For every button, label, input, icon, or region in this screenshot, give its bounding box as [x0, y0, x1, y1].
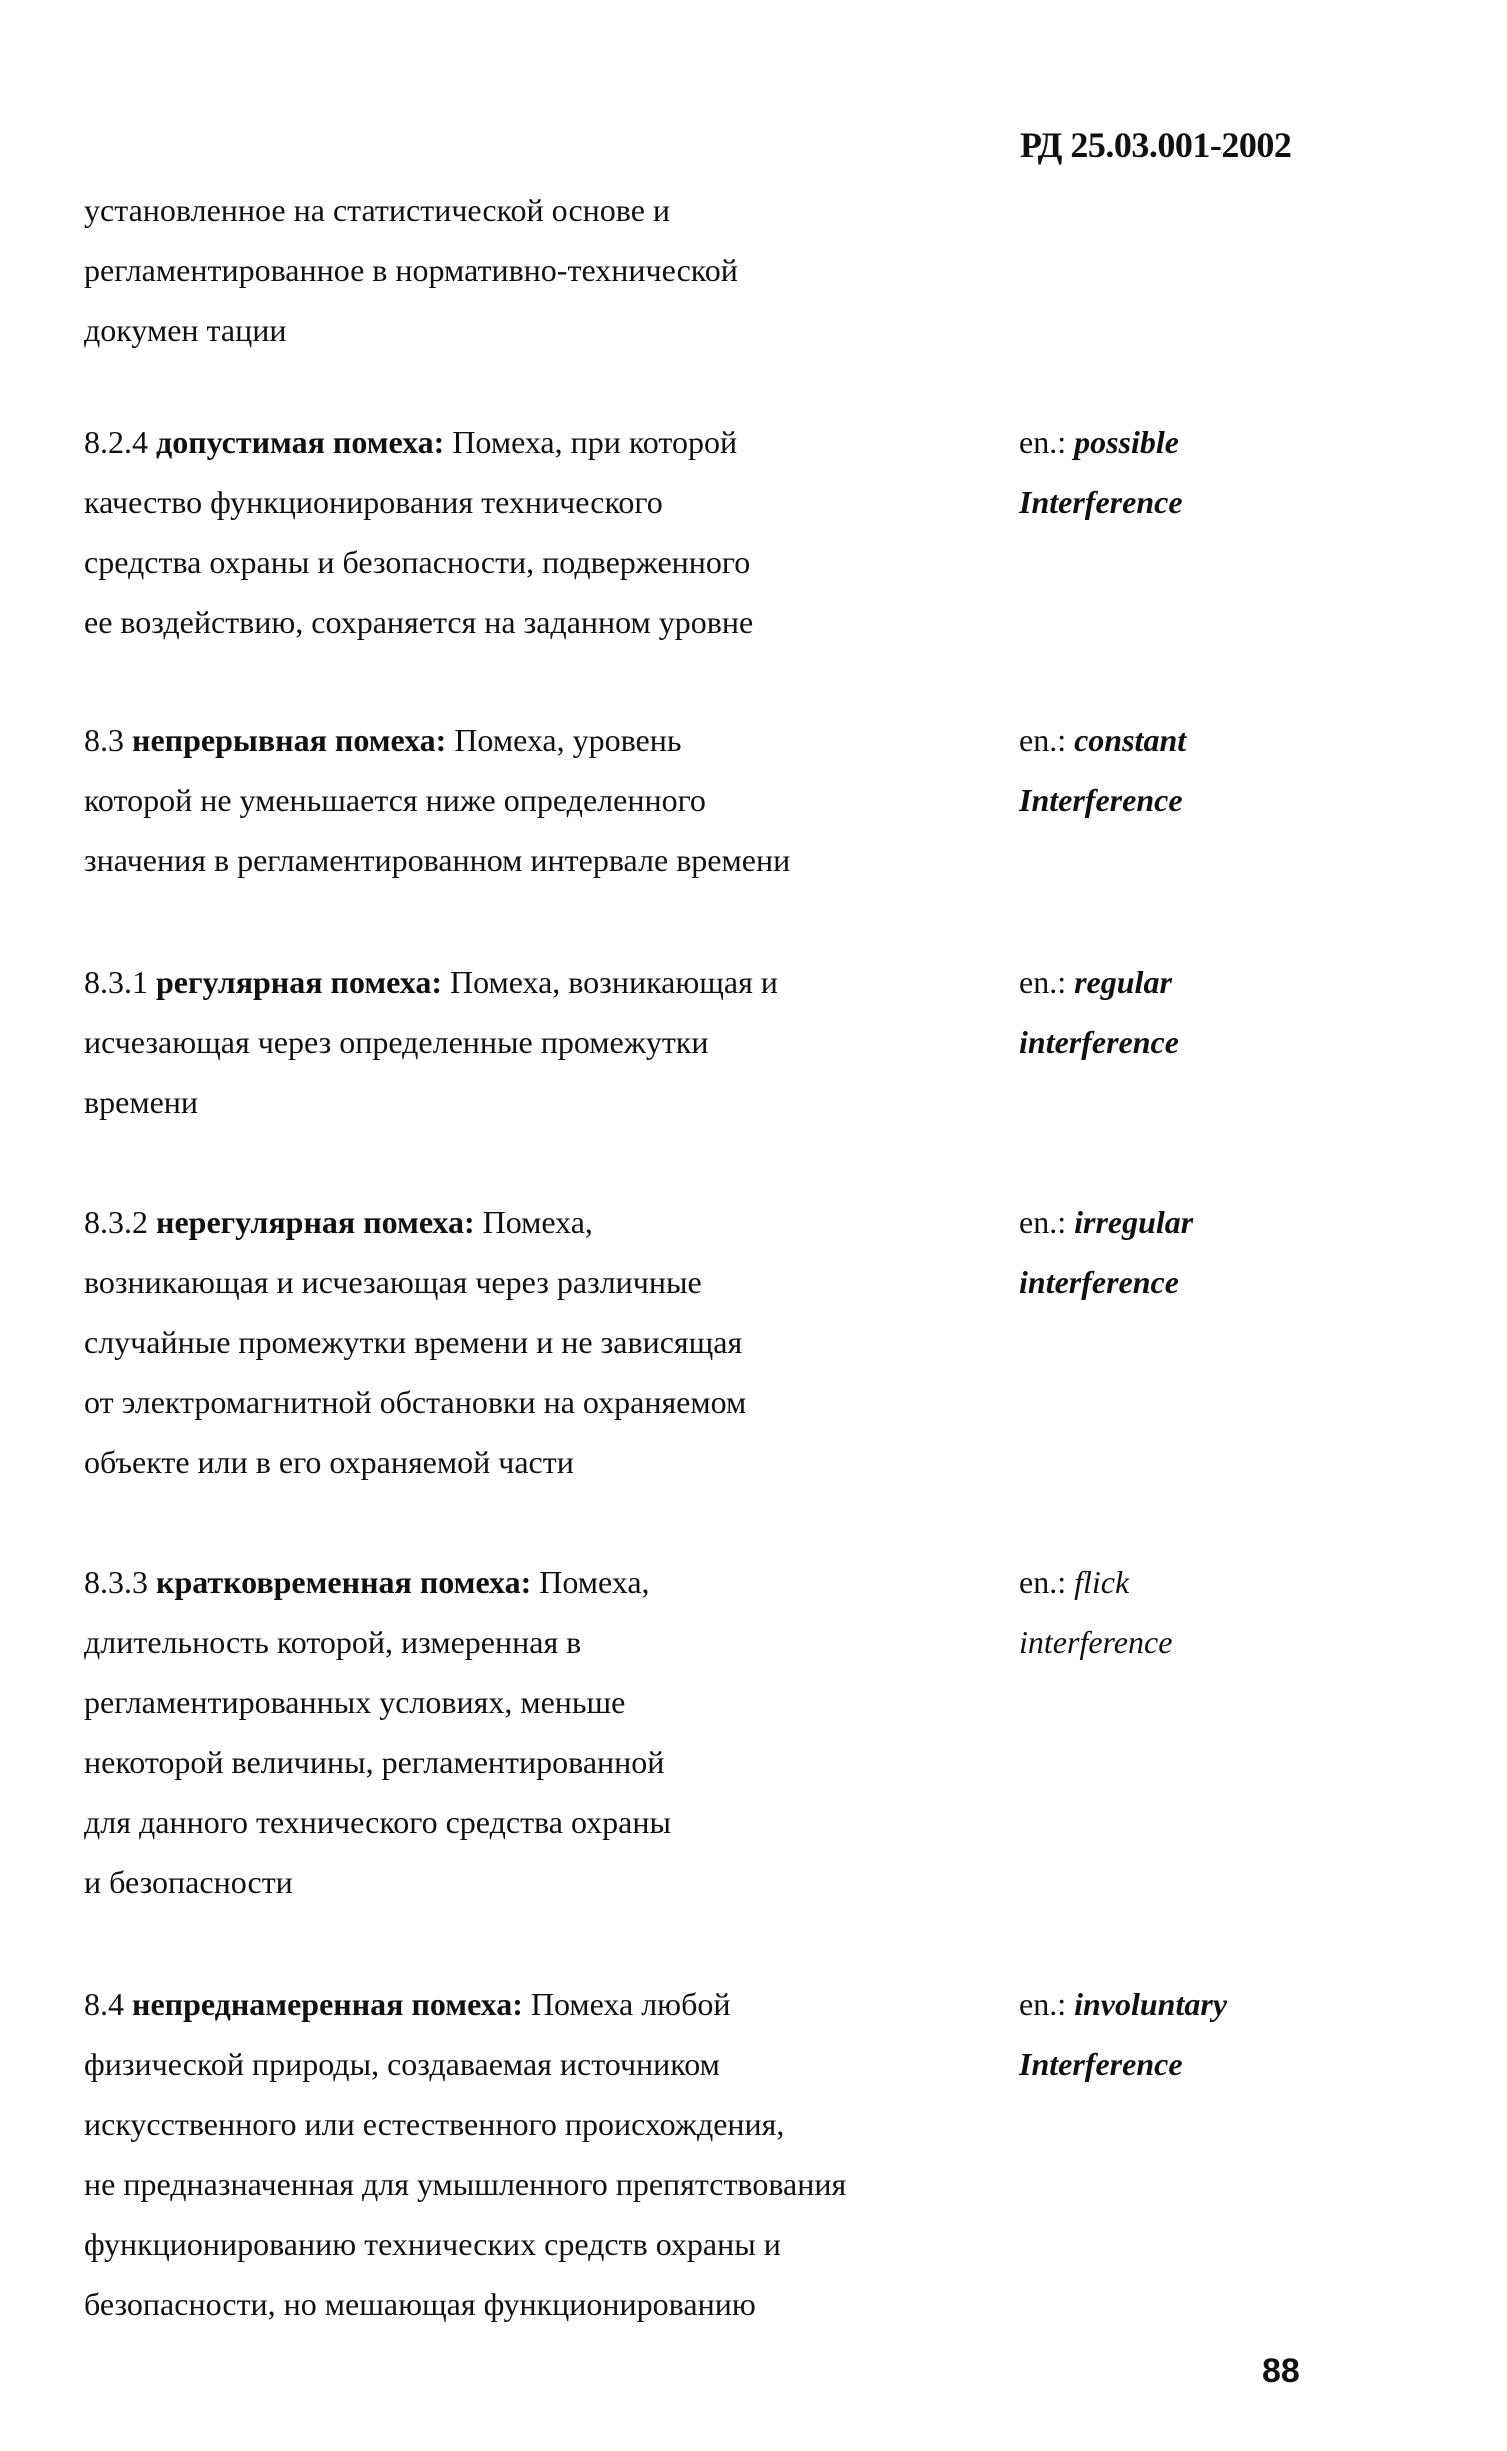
definition-first-line: [84, 1552, 984, 1612]
english-term: constant: [1074, 722, 1187, 758]
english-term: flick: [1074, 1564, 1130, 1600]
english-line: [1019, 1192, 1349, 1252]
entry-number: 8.3.2: [84, 1204, 148, 1240]
entry-number: 8.3.3: [84, 1564, 148, 1600]
english-term: interference: [1019, 1024, 1179, 1060]
english-term: interference: [1019, 1624, 1173, 1660]
definition-line: которой не уменьшается ниже определенного: [84, 782, 706, 818]
entry-number: 8.4: [84, 1986, 124, 2022]
definition-first-line: [84, 710, 984, 770]
english-term: involuntary: [1074, 1986, 1228, 2022]
definition-text: Помеха, уровень: [446, 722, 682, 758]
term-name: нерегулярная помеха:: [156, 1204, 475, 1240]
definition-line: не предназначенная для умышленного препятствования: [84, 2166, 847, 2202]
intro-line: регламентированное в нормативно-технической: [84, 252, 738, 288]
definition-line: длительность которой, измеренная в: [84, 1624, 582, 1660]
intro-paragraph: [84, 180, 944, 360]
definition-block: [84, 1552, 984, 1912]
english-prefix: en.:: [1019, 1564, 1075, 1600]
english-equivalent: [1019, 952, 1349, 1072]
entry-number: 8.3: [84, 722, 124, 758]
english-term: Interference: [1019, 782, 1183, 818]
definition-line: для данного технического средства охраны: [84, 1804, 671, 1840]
document-code: РД 25.03.001-2002: [1020, 125, 1292, 165]
english-line: [1019, 952, 1349, 1012]
definition-first-line: [84, 412, 984, 472]
definition-text: Помеха,: [474, 1204, 593, 1240]
english-equivalent: [1019, 1192, 1349, 1312]
term-name: кратковременная помеха:: [156, 1564, 532, 1600]
english-prefix: en.:: [1019, 1204, 1075, 1240]
definition-line: некоторой величины, регламентированной: [84, 1744, 665, 1780]
english-line: [1019, 1974, 1349, 2034]
definition-line: регламентированных условиях, меньше: [84, 1684, 626, 1720]
definition-line: средства охраны и безопасности, подверженного: [84, 544, 751, 580]
english-line: [1019, 710, 1349, 770]
definition-block: [84, 952, 984, 1132]
english-equivalent: [1019, 710, 1349, 830]
term-name: непреднамеренная помеха:: [132, 1986, 523, 2022]
definition-first-line: [84, 1974, 984, 2034]
english-term: irregular: [1074, 1204, 1194, 1240]
definition-line: качество функционирования технического: [84, 484, 663, 520]
intro-line: докумен тации: [84, 312, 287, 348]
english-equivalent: [1019, 1552, 1349, 1672]
english-prefix: en.:: [1019, 722, 1075, 758]
definition-line: случайные промежутки времени и не зависящая: [84, 1324, 743, 1360]
definition-line: времени: [84, 1084, 199, 1120]
definition-line: физической природы, создаваемая источником: [84, 2046, 720, 2082]
definition-block: [84, 1192, 984, 1492]
english-term: Interference: [1019, 484, 1183, 520]
definition-block: [84, 412, 984, 652]
definition-line: и безопасности: [84, 1864, 293, 1900]
definition-text: Помеха, возникающая и: [441, 964, 778, 1000]
definition-line: от электромагнитной обстановки на охраняемом: [84, 1384, 747, 1420]
definition-line: возникающая и исчезающая через различные: [84, 1264, 702, 1300]
english-term: regular: [1074, 964, 1172, 1000]
english-prefix: en.:: [1019, 1986, 1075, 2022]
definition-line: исчезающая через определенные промежутки: [84, 1024, 709, 1060]
definition-line: ее воздействию, сохраняется на заданном уровне: [84, 604, 754, 640]
definition-line: объекте или в его охраняемой части: [84, 1444, 574, 1480]
english-prefix: en.:: [1019, 964, 1075, 1000]
intro-line: установленное на статистической основе и: [84, 192, 671, 228]
definition-line: функционированию технических средств охраны и: [84, 2226, 781, 2262]
english-line: [1019, 1552, 1349, 1612]
term-name: регулярная помеха:: [156, 964, 442, 1000]
definition-line: значения в регламентированном интервале времени: [84, 842, 791, 878]
definition-line: безопасности, но мешающая функционированию: [84, 2286, 756, 2322]
definition-text: Помеха, при которой: [444, 424, 738, 460]
english-line: [1019, 412, 1349, 472]
definition-block: [84, 1974, 984, 2334]
term-name: непрерывная помеха:: [132, 722, 447, 758]
english-term: Interference: [1019, 2046, 1183, 2082]
english-equivalent: [1019, 412, 1349, 532]
definition-first-line: [84, 952, 984, 1012]
page-number: 88: [1262, 2352, 1300, 2390]
entry-number: 8.3.1: [84, 964, 148, 1000]
definition-first-line: [84, 1192, 984, 1252]
english-prefix: en.:: [1019, 424, 1075, 460]
english-term: interference: [1019, 1264, 1179, 1300]
definition-text: Помеха любой: [522, 1986, 731, 2022]
english-term: possible: [1074, 424, 1179, 460]
definition-text: Помеха,: [531, 1564, 650, 1600]
english-equivalent: [1019, 1974, 1349, 2094]
term-name: допустимая помеха:: [156, 424, 445, 460]
definition-block: [84, 710, 984, 890]
definition-line: искусственного или естественного происхождения,: [84, 2106, 785, 2142]
entry-number: 8.2.4: [84, 424, 148, 460]
